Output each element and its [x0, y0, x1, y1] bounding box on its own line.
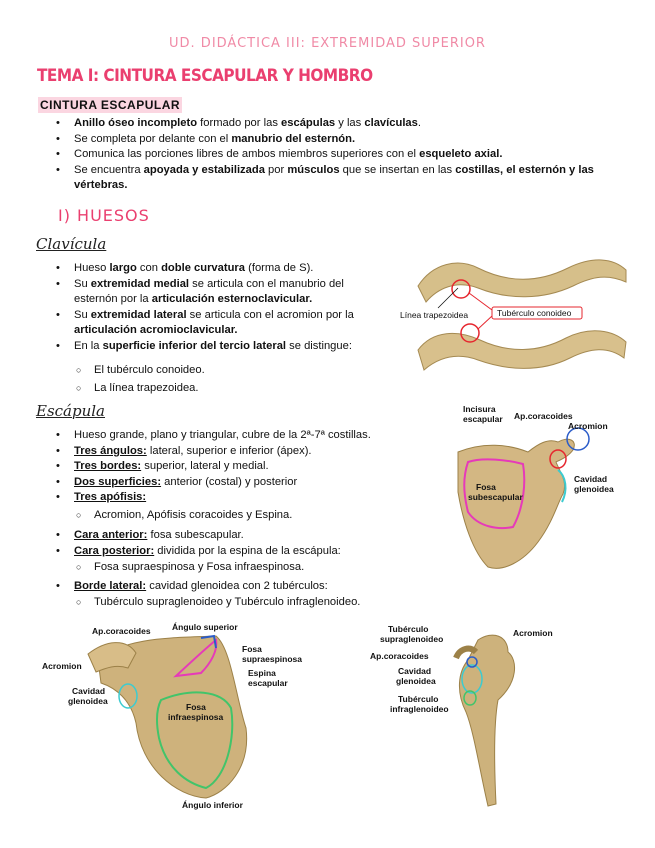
- label-apcor-2: Ap.coracoides: [92, 626, 151, 636]
- label-apcor-3: Ap.coracoides: [370, 651, 429, 661]
- label-fosa-infra-2: infraespinosa: [168, 712, 224, 722]
- label-acromion-2: Acromion: [42, 661, 82, 671]
- list-item: • Hueso largo con doble curvatura (forma de S).: [50, 261, 385, 277]
- escapula-list-3: [50, 579, 420, 595]
- list-item: • Se encuentra apoyada y estabilizada por músculos que se insertan en las costillas, el esternón y las vértebras.: [50, 163, 620, 194]
- label-fosa-sub-2: subescapular: [468, 492, 523, 502]
- label-apcor-1: Ap.coracoides: [514, 411, 573, 421]
- label-angulo-inferior: Ángulo inferior: [182, 800, 243, 810]
- escapula-sublist-1: [50, 508, 420, 524]
- label-incisura-2: escapular: [463, 414, 503, 424]
- label-cavidad-2b: glenoidea: [68, 696, 108, 706]
- sub-list-item: ○ La línea trapezoidea.: [50, 379, 380, 397]
- scapula-anterior-figure: [428, 402, 633, 578]
- list-item: • Se completa por delante con el manubrio del esternón.: [50, 132, 620, 148]
- label-acromion-3: Acromion: [513, 628, 553, 638]
- clavicula-list: [50, 261, 385, 355]
- list-item: • Hueso grande, plano y triangular, cubre de la 2ª-7ª costillas.: [50, 428, 420, 444]
- topic-title: TEMA I: CINTURA ESCAPULAR Y HOMBRO: [37, 66, 373, 86]
- label-fosa-supra-2: supraespinosa: [242, 654, 302, 664]
- label-espina-2: escapular: [248, 678, 288, 688]
- sub-list-item: ○ El tubérculo conoideo.: [50, 361, 380, 379]
- label-cavidad-2: Cavidad: [72, 686, 106, 696]
- escapula-sublist-2: [50, 560, 420, 576]
- escapula-sublist-3: [50, 595, 440, 611]
- escapula-list: [50, 428, 420, 506]
- clavicle-figure: [398, 238, 633, 388]
- list-item: • Borde lateral: cavidad glenoidea con 2 tubérculos:: [50, 579, 420, 595]
- label-espina: Espina: [248, 668, 276, 678]
- label-tuberculo-conoideo: Tubérculo conoideo: [497, 308, 572, 318]
- label-tub-infra-2: infraglenoideo: [390, 704, 449, 714]
- label-linea-trapezoidea: Línea trapezoidea: [400, 310, 469, 320]
- list-item: • Anillo óseo incompleto formado por las escápulas y las clavículas.: [50, 116, 620, 132]
- label-cavidad-3b: glenoidea: [396, 676, 436, 686]
- list-item: • Su extremidad lateral se articula con el acromion por la articulación acromioclavicular.: [50, 308, 385, 339]
- list-item: • En la superficie inferior del tercio lateral se distingue:: [50, 339, 385, 355]
- clavicula-sublist: [50, 361, 380, 397]
- escapula-list-2: [50, 528, 420, 559]
- label-fosa-supra: Fosa: [242, 644, 262, 654]
- huesos-heading: I) HUESOS: [58, 206, 150, 225]
- list-item: • Cara anterior: fosa subescapular.: [50, 528, 420, 544]
- list-item: • Dos superficies: anterior (costal) y posterior: [50, 475, 420, 491]
- label-cavidad-1: Cavidad: [574, 474, 608, 484]
- label-tub-infra: Tubérculo: [398, 694, 439, 704]
- list-item: • Tres ángulos: lateral, superior e inferior (ápex).: [50, 444, 420, 460]
- clavicula-heading: Clavícula: [36, 235, 107, 253]
- escapula-heading: Escápula: [36, 402, 105, 420]
- label-cavidad-1b: glenoidea: [574, 484, 614, 494]
- sub-list-item: ○ Fosa supraespinosa y Fosa infraespinosa.: [50, 560, 420, 576]
- label-angulo-superior: Ángulo superior: [172, 622, 238, 632]
- section-heading: CINTURA ESCAPULAR: [40, 98, 181, 112]
- intro-list: [50, 116, 620, 194]
- list-item: • Su extremidad medial se articula con el manubrio del esternón por la articulación esternoclavicular.: [50, 277, 385, 308]
- list-item: • Tres bordes: superior, lateral y medial.: [50, 459, 420, 475]
- list-item: • Tres apófisis:: [50, 490, 420, 506]
- scapula-posterior-figure: [36, 618, 326, 818]
- label-tub-supra: Tubérculo: [388, 624, 429, 634]
- label-fosa-sub: Fosa: [476, 482, 496, 492]
- sub-list-item: ○ Acromion, Apófisis coracoides y Espina.: [50, 508, 420, 524]
- list-item: • Cara posterior: dividida por la espina de la escápula:: [50, 544, 420, 560]
- scapula-lateral-figure: [368, 622, 608, 812]
- label-cavidad-3: Cavidad: [398, 666, 432, 676]
- label-acromion-1: Acromion: [568, 421, 608, 431]
- label-tub-supra-2: supraglenoideo: [380, 634, 444, 644]
- list-item: • Comunica las porciones libres de ambos miembros superiores con el esqueleto axial.: [50, 147, 620, 163]
- label-fosa-infra: Fosa: [186, 702, 206, 712]
- unit-header: UD. DIDÁCTICA III: EXTREMIDAD SUPERIOR: [169, 36, 486, 51]
- sub-list-item: ○ Tubérculo supraglenoideo y Tubérculo infraglenoideo.: [50, 595, 440, 611]
- label-incisura: Incisura: [463, 404, 496, 414]
